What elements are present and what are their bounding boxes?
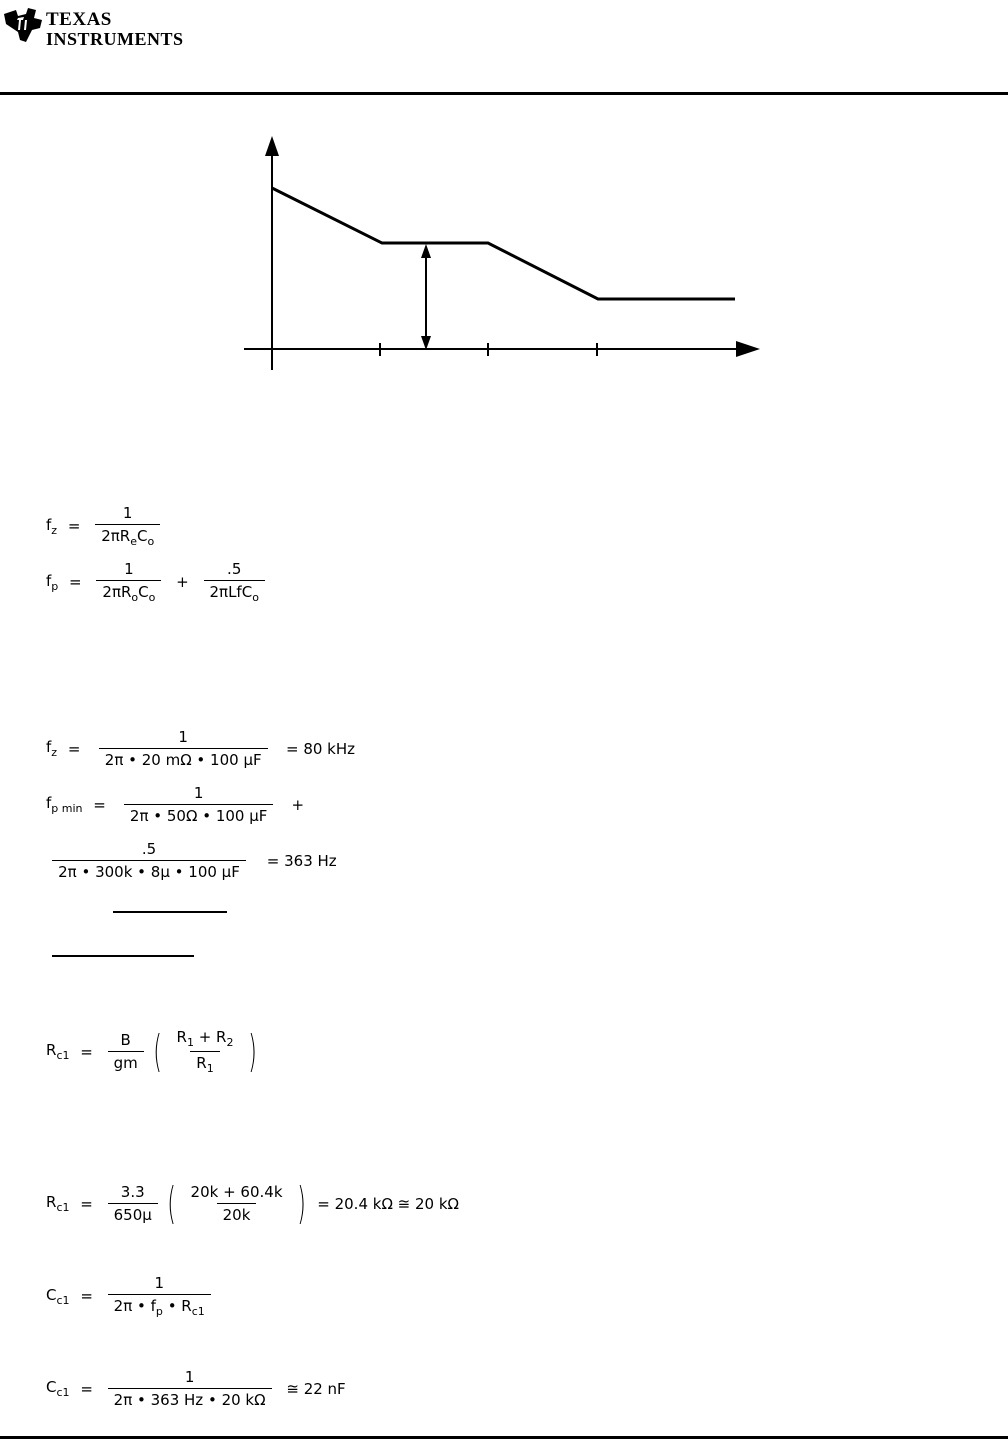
rc1-calculation: $R_{c1}$ = $\frac{3.3}{650\mu}$ ( $\frac{20k + 60.4k}{20k}$ ) = 20.4 kΩ ≅ 20 kΩ — [46, 1178, 460, 1229]
dimension-arrow-up — [421, 244, 431, 258]
fp-formula: $f_p$ = $\frac{1}{2\pi R_oC_o}$ + $\frac{.5}{2\pi LfC_o}$ — [46, 562, 269, 603]
cc1-formula: $C_{c1}$ = $\frac{1}{2\pi • f_p • R_{c1}}$ — [46, 1276, 215, 1317]
ti-logo — [0, 4, 200, 49]
separator-line-2 — [52, 955, 194, 957]
separator-line-1 — [113, 911, 227, 913]
brand-line-2: INSTRUMENTS — [46, 29, 184, 49]
fz-formula: $f_z$ = $\frac{1}{2\pi R_eC_o}$ — [46, 506, 164, 547]
header-rule — [0, 92, 1008, 95]
fp-min-calculation-continued: $\frac{.5}{2\pi • 300k • 8\mu • 100 \mu F}$ = 363 Hz — [46, 842, 343, 880]
y-axis-arrow — [265, 136, 279, 156]
fz-calculation: $f_z$ = $\frac{1}{2\pi • 20 m\Omega • 100 \mu F}$ = 80 kHz — [46, 728, 356, 769]
fp-min-calculation: $f_{p min}$ = $\frac{1}{2\pi • 50\Omega • 100 \mu F}$ + — [46, 784, 305, 825]
dimension-arrow-down — [421, 336, 431, 350]
ti-state-logo-icon — [2, 8, 44, 44]
cc1-calculation: $C_{c1}$ = $\frac{1}{2\pi • 363 Hz • 20 k\Omega}$ ≅ 22 nF — [46, 1368, 346, 1409]
gain-curve — [272, 188, 735, 299]
x-axis-arrow — [736, 341, 760, 357]
gain-plot-diagram — [230, 130, 770, 380]
rc1-formula: $R_{c1}$ = $\frac{B}{gm}$ ( $\frac{R_1 + R_2}{R_1}$ ) — [46, 1026, 258, 1077]
footer-rule — [0, 1436, 1008, 1439]
brand-line-1: TEXAS — [46, 9, 112, 30]
